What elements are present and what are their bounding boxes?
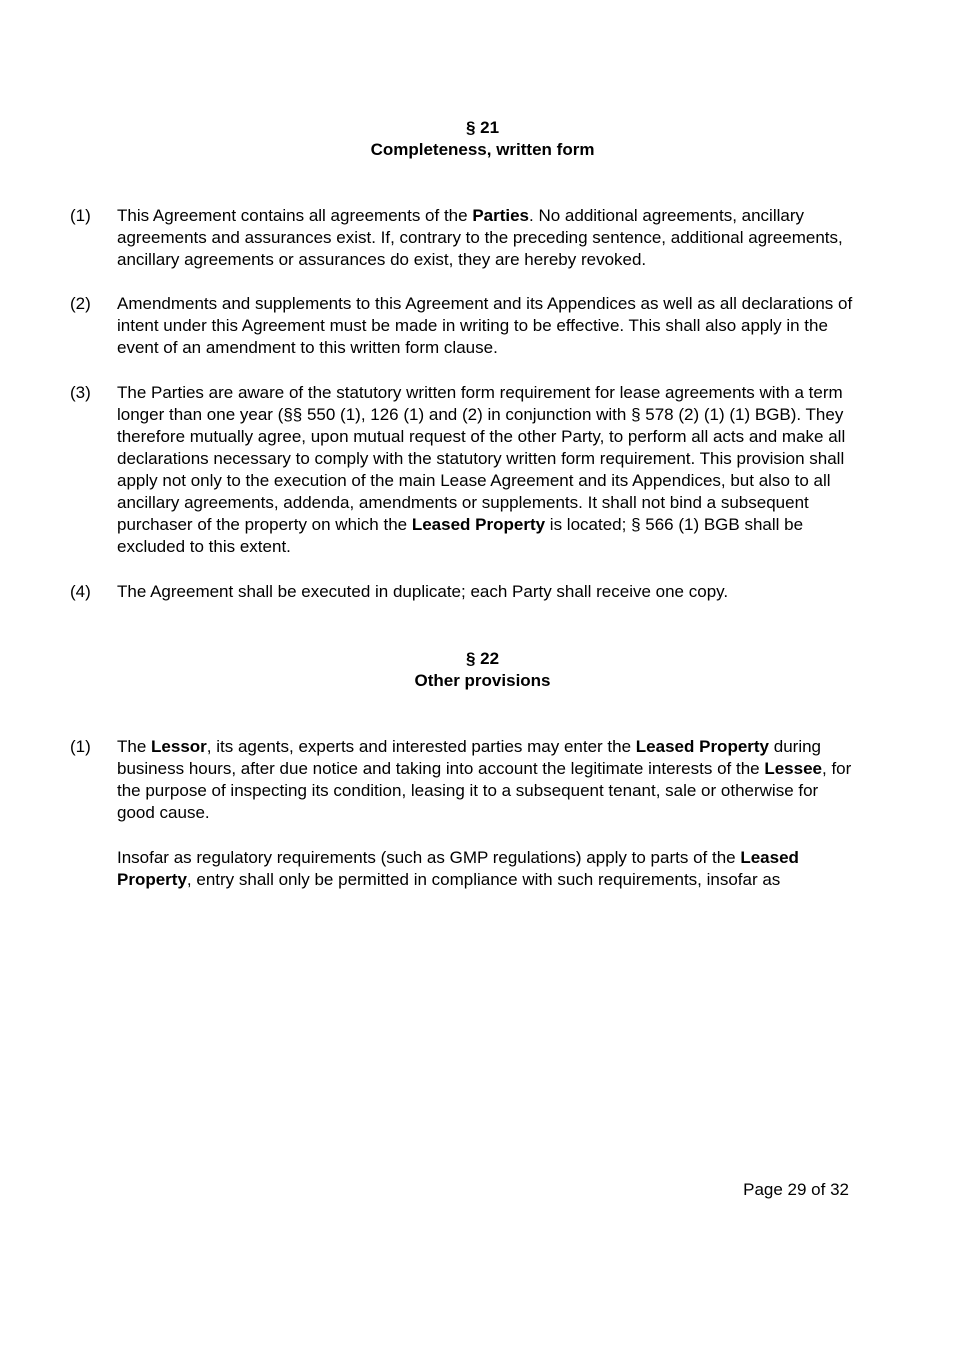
clause-text-part: , for the purpose of inspecting its condition, leasing it to a subsequent tenant, sale or otherwise for good cause.	[117, 759, 852, 822]
clause-text-part: The	[117, 737, 152, 756]
clause-text	[117, 581, 857, 603]
section-22-clause-1	[70, 736, 860, 824]
section-22-clause-1-paragraph-2	[117, 847, 857, 891]
section-22-number: § 22	[465, 649, 500, 668]
clause-text-part: The Agreement shall be executed in duplicate; each Party shall receive one copy.	[117, 582, 729, 601]
defined-term: Parties	[472, 206, 530, 225]
defined-term: Leased Property	[411, 515, 546, 534]
clause-text-part: , entry shall only be permitted in compliance with such requirements, insofar as	[186, 870, 781, 889]
clause-text-part: Insofar as regulatory requirements (such as GMP regulations) apply to parts of the	[117, 848, 741, 867]
section-22-heading	[0, 648, 965, 692]
clause-number: (1)	[70, 206, 91, 225]
page-number: Page 29 of 32	[743, 1180, 849, 1199]
clause-text-part: Amendments and supplements to this Agreement and its Appendices as well as all declarations of intent under this Agreement must be made in writing to be effective. This shall also apply in the event of an amendment to this written form clause.	[117, 294, 853, 357]
defined-term: Leased Property	[117, 848, 799, 889]
defined-term: Lessee	[764, 759, 823, 778]
clause-text	[117, 293, 857, 359]
clause-text-part: is located; § 566 (1) BGB shall be excluded to this extent.	[117, 515, 804, 556]
section-22-title: Other provisions	[414, 671, 551, 690]
section-21-title: Completeness, written form	[370, 140, 595, 159]
clause-text	[117, 382, 857, 558]
section-21-clause-3	[70, 382, 860, 558]
clause-text-part: . No additional agreements, ancillary agreements and assurances exist. If, contrary to the preceding sentence, additional agreements, ancillary agreements or assurances do exist, they are hereby revoked.	[117, 206, 843, 269]
clause-number: (2)	[70, 294, 91, 313]
clause-number: (3)	[70, 383, 91, 402]
clause-text-part: , its agents, experts and interested parties may enter the	[206, 737, 636, 756]
section-21-clause-1	[70, 205, 860, 271]
clause-text	[117, 205, 857, 271]
section-21-number: § 21	[465, 118, 500, 137]
defined-term: Lessor	[151, 737, 207, 756]
clause-text-part: This Agreement contains all agreements of the	[117, 206, 473, 225]
defined-term: Leased Property	[635, 737, 770, 756]
section-21-clause-2	[70, 293, 860, 359]
clause-text	[117, 736, 857, 824]
clause-text-part: during business hours, after due notice and taking into account the legitimate interests of the	[117, 737, 822, 778]
section-21-clause-4	[70, 581, 860, 603]
clause-text-part: The Parties are aware of the statutory written form requirement for lease agreements with a term longer than one year (§§ 550 (1), 126 (1) and (2) in conjunction with § 578 (2) (1) (1) BGB). They therefore mutually agree, upon mutual request of the other Party, to perform all acts and make all declarations necessary to comply with the statutory written form requirement. This provision shall apply not only to the execution of the main Lease Agreement and its Appendices, but also to all ancillary agreements, addenda, amendments or supplements. It shall not bind a subsequent purchaser of the property on which the	[117, 383, 846, 534]
clause-number: (1)	[70, 737, 91, 756]
clause-number: (4)	[70, 582, 91, 601]
section-21-heading	[0, 117, 965, 161]
